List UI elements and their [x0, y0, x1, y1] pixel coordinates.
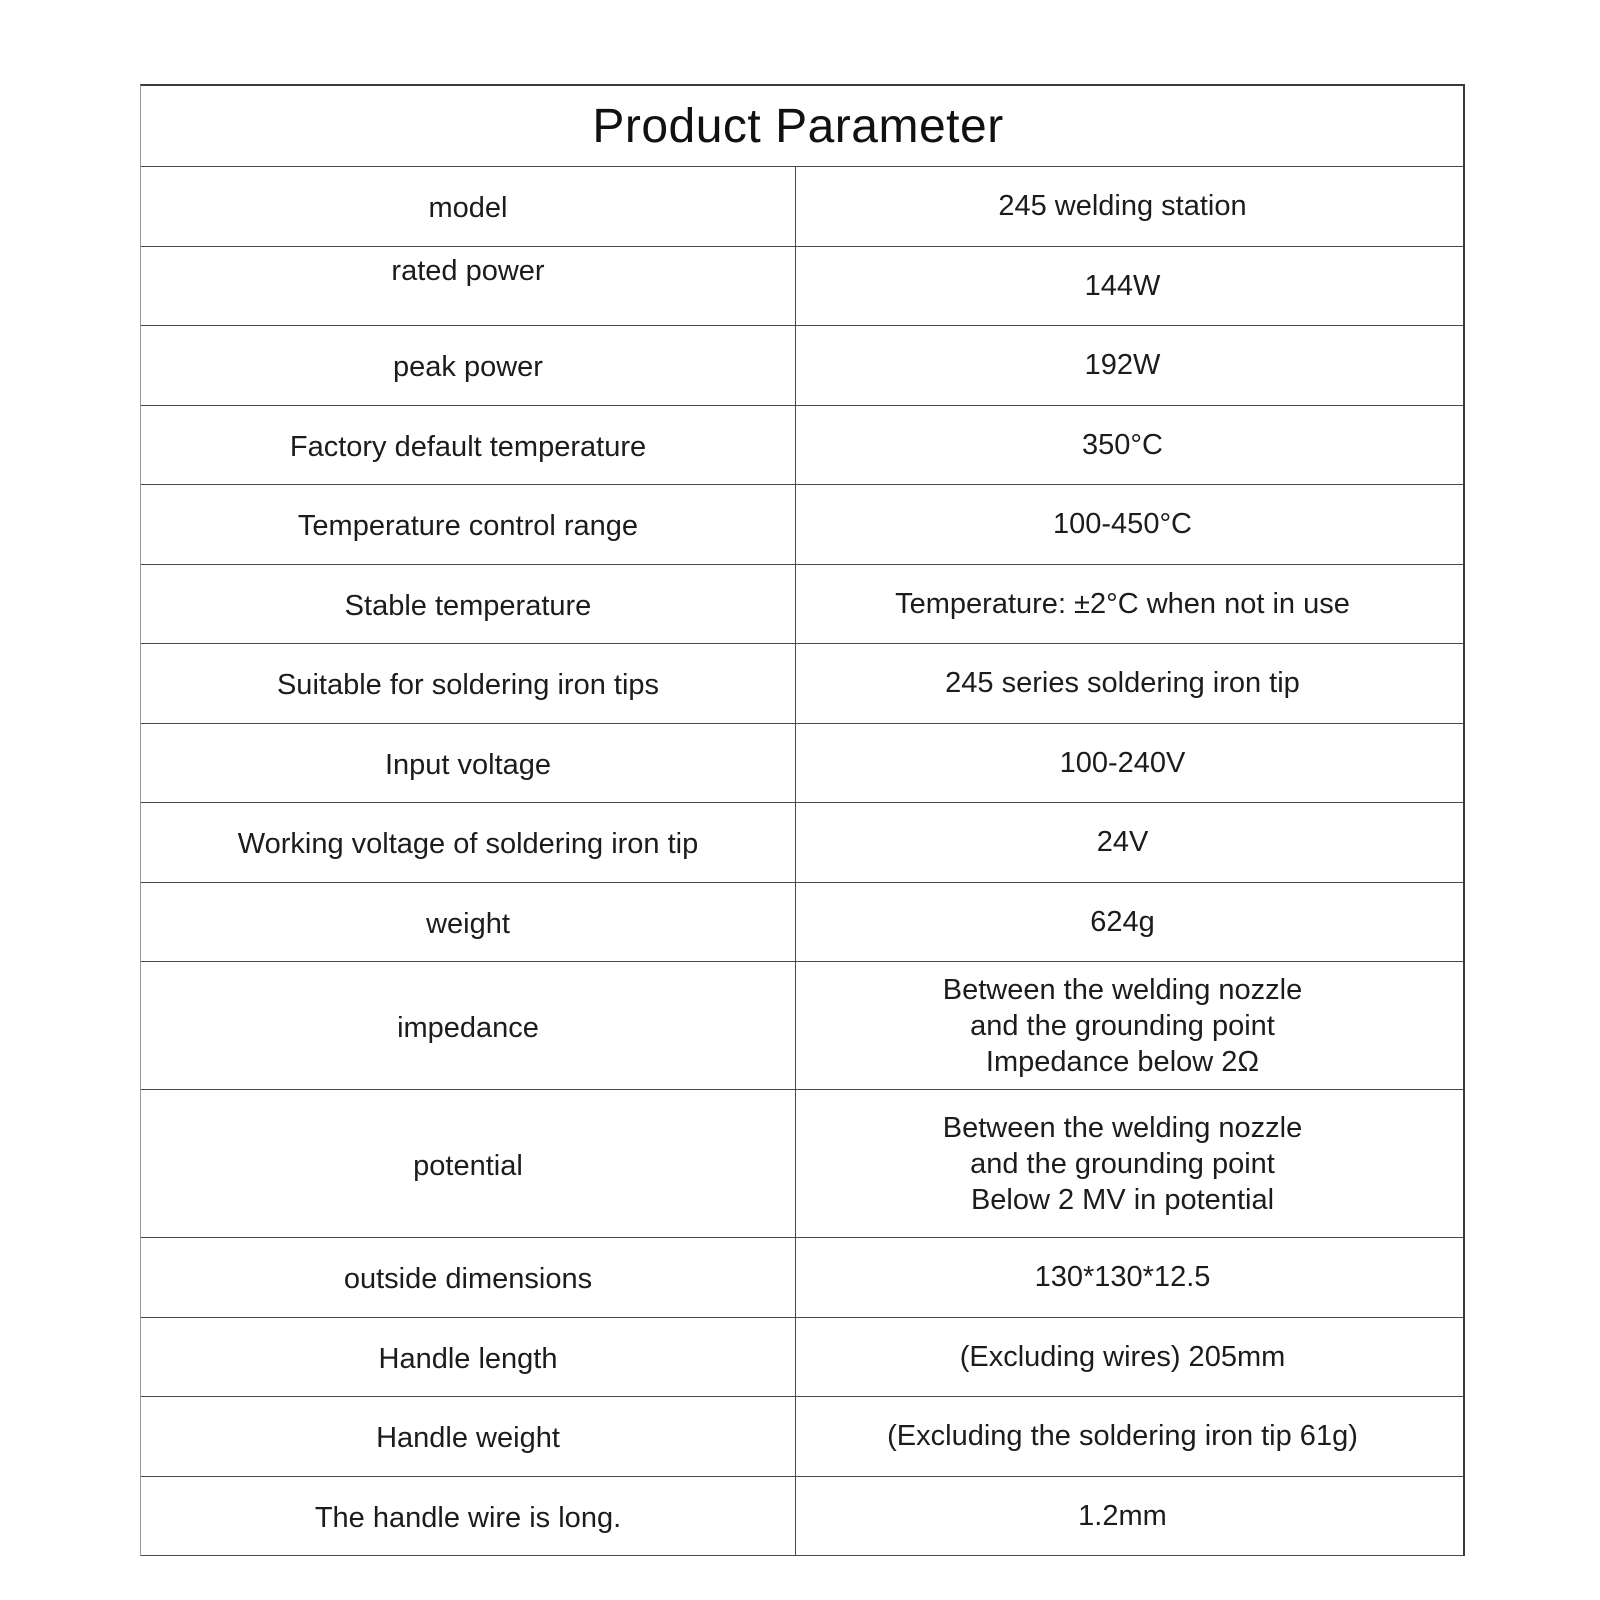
table-row: [141, 644, 1463, 724]
table-row: [141, 1090, 1463, 1238]
title-row: [141, 86, 1463, 167]
table-row: [141, 883, 1463, 963]
value-line: and the grounding point: [970, 1009, 1275, 1042]
param-name: Factory default temperature: [141, 406, 796, 485]
param-name: outside dimensions: [141, 1238, 796, 1317]
table-row: [141, 485, 1463, 565]
param-value: [796, 962, 1463, 1089]
table-row: [141, 803, 1463, 883]
table-title: Product Parameter: [592, 99, 1004, 153]
table-row: [141, 247, 1463, 327]
param-value: (Excluding the soldering iron tip 61g): [887, 1420, 1358, 1453]
param-name: Stable temperature: [141, 565, 796, 644]
param-name: impedance: [141, 962, 796, 1089]
table-row: [141, 1477, 1463, 1557]
param-name: Input voltage: [141, 724, 796, 803]
param-value: 144W: [1084, 269, 1161, 302]
param-value: (Excluding wires) 205mm: [959, 1340, 1286, 1373]
table-row: [141, 1318, 1463, 1398]
param-value: 350°C: [1082, 428, 1163, 461]
param-name: model: [141, 167, 796, 246]
param-name: The handle wire is long.: [141, 1477, 796, 1556]
param-value: 245 series soldering iron tip: [945, 667, 1300, 700]
value-line: Below 2 MV in potential: [970, 1183, 1275, 1216]
value-line: Impedance below 2Ω: [985, 1045, 1260, 1078]
param-value: [796, 1090, 1463, 1237]
param-value: 192W: [1084, 349, 1161, 382]
param-value: Temperature: ±2°C when not in use: [895, 587, 1350, 620]
parameter-table: [140, 84, 1465, 1556]
param-value: 245 welding station: [998, 190, 1247, 223]
table-row: [141, 962, 1463, 1090]
table-row: [141, 326, 1463, 406]
param-name: Suitable for soldering iron tips: [141, 644, 796, 723]
table-row: [141, 167, 1463, 247]
param-value: 24V: [1096, 826, 1149, 859]
param-name: Temperature control range: [141, 485, 796, 564]
table-row: [141, 1238, 1463, 1318]
value-line: Between the welding nozzle: [942, 1111, 1303, 1144]
param-name: peak power: [141, 326, 796, 405]
value-line: Between the welding nozzle: [942, 973, 1303, 1006]
table-row: [141, 1397, 1463, 1477]
param-name: weight: [141, 883, 796, 962]
param-name: rated power: [141, 247, 796, 326]
table-row: [141, 724, 1463, 804]
table-row: [141, 406, 1463, 486]
param-value: 100-450°C: [1053, 508, 1192, 541]
table-row: [141, 565, 1463, 645]
param-value: 100-240V: [1059, 746, 1186, 779]
param-value: 130*130*12.5: [1034, 1261, 1211, 1294]
param-value: 1.2mm: [1078, 1499, 1167, 1532]
param-name: Handle length: [141, 1318, 796, 1397]
param-name: potential: [141, 1090, 796, 1237]
param-name: Handle weight: [141, 1397, 796, 1476]
value-line: and the grounding point: [970, 1147, 1275, 1180]
param-name: Working voltage of soldering iron tip: [141, 803, 796, 882]
param-value: 624g: [1090, 905, 1155, 938]
